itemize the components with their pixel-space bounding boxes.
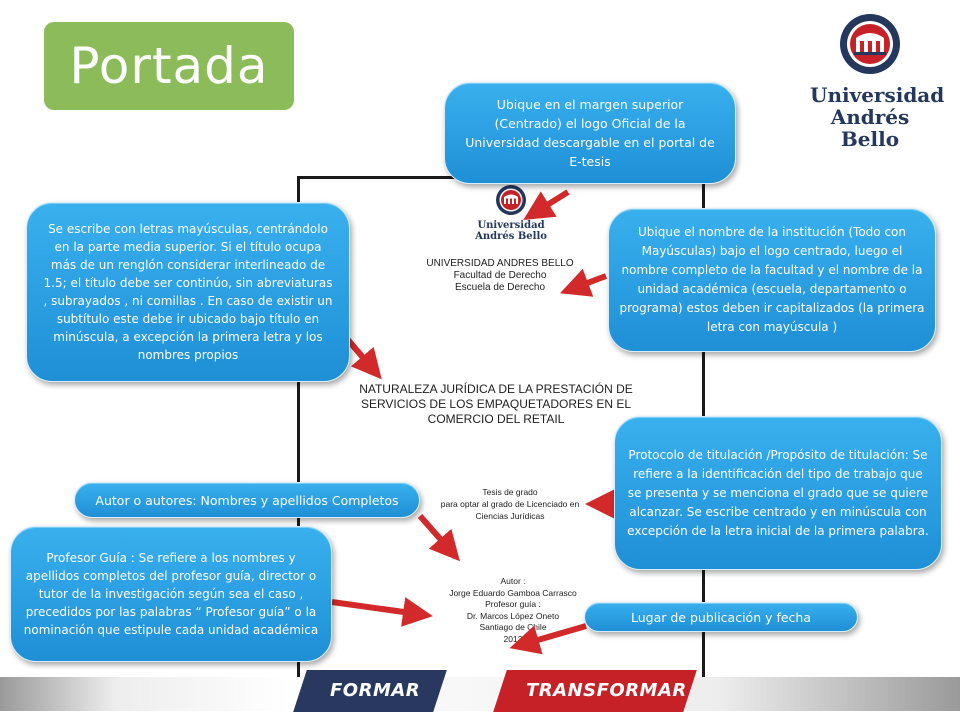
- footer-formar: FORMAR: [330, 680, 421, 701]
- arrow-advisor: [332, 602, 418, 614]
- brand-name-line1: Universidad: [810, 83, 945, 107]
- author-callout: Autor o autores: Nombres y apellidos Completos: [74, 482, 420, 518]
- arrow-institution: [574, 276, 606, 288]
- advisor-label: Profesor guía :: [485, 599, 541, 609]
- advisor-callout: Profesor Guía : Se refiere a los nombres y apellidos completos del profesor guía, director o tutor de la investigación según sea el caso , precedidos por las palabras “ Profesor guía” o la nominación que estipule cada unidad académica: [10, 526, 332, 662]
- title-callout: Se escribe con letras mayúsculas, centrándolo en la parte media superior. Si el título ocupa más de un renglón considerar interlineado de 1.5; el título debe ser continúo, sin abreviaturas , subrayados , ni comillas . En caso de existir un subtítulo este debe ir ubicado bajo título en minúscula, a excepción la primera letra y los nombres propios: [26, 202, 350, 382]
- faculty-name: Facultad de Derecho: [453, 270, 547, 281]
- arrow-title: [348, 340, 372, 368]
- advisor-name: Dr. Marcos López Oneto: [466, 610, 560, 621]
- author-label: Autor :: [500, 576, 526, 586]
- school-name: Escuela de Derecho: [454, 282, 546, 293]
- institution-name: UNIVERSIDAD ANDRES BELLO: [426, 258, 574, 269]
- logo-callout: Ubique en el margen superior (Centrado) el logo Oficial de la Universidad descargable en el portal de E-tesis: [444, 82, 736, 184]
- slide-title: Portada: [44, 22, 294, 110]
- thesis-title-line: NATURALEZA JURÍDICA DE LA PRESTACIÓN DE: [359, 382, 633, 396]
- place-callout: Lugar de publicación y fecha: [584, 602, 858, 632]
- publication-place: Santiago de Chile: [479, 622, 547, 632]
- brand-name-line2: Andrés Bello: [830, 105, 910, 151]
- degree-line: para optar al grado de Licenciado en: [440, 499, 580, 509]
- footer-transformar: TRANSFORMAR: [526, 680, 687, 701]
- institution-callout: Ubique el nombre de la institución (Todo con Mayúsculas) bajo el logo centrado, luego el nombre completo de la facultad y el nombre de la unidad académica (escuela, departamento o programa) estos deben ir capitalizados (la primera letra con mayúscula ): [608, 208, 936, 352]
- publication-year: 2013: [503, 633, 523, 644]
- protocol-callout: Protocolo de titulación /Propósito de titulación: Se refiere a la identificación del tipo de trabajo que se presenta y se menciona el grado que se quiere alcanzar. Se escribe centrado y en minúscula con excepción de la letra inicial de la primera palabra.: [614, 416, 942, 570]
- arrow-place: [524, 626, 586, 644]
- author-name: Jorge Eduardo Gamboa Carrasco: [449, 587, 577, 598]
- degree-line: Tesis de grado: [482, 487, 538, 497]
- degree-line: Ciencias Jurídicas: [475, 511, 545, 521]
- thesis-title-line: SERVICIOS DE LOS EMPAQUETADORES EN EL: [360, 397, 632, 411]
- arrow-author: [420, 516, 450, 550]
- cover-logo-line1: Universidad: [477, 220, 545, 231]
- cover-logo-line2: Andrés Bello: [475, 231, 547, 242]
- footer-band: [0, 677, 960, 711]
- arrow-logo: [536, 192, 568, 212]
- thesis-title-line: COMERCIO DEL RETAIL: [427, 412, 565, 426]
